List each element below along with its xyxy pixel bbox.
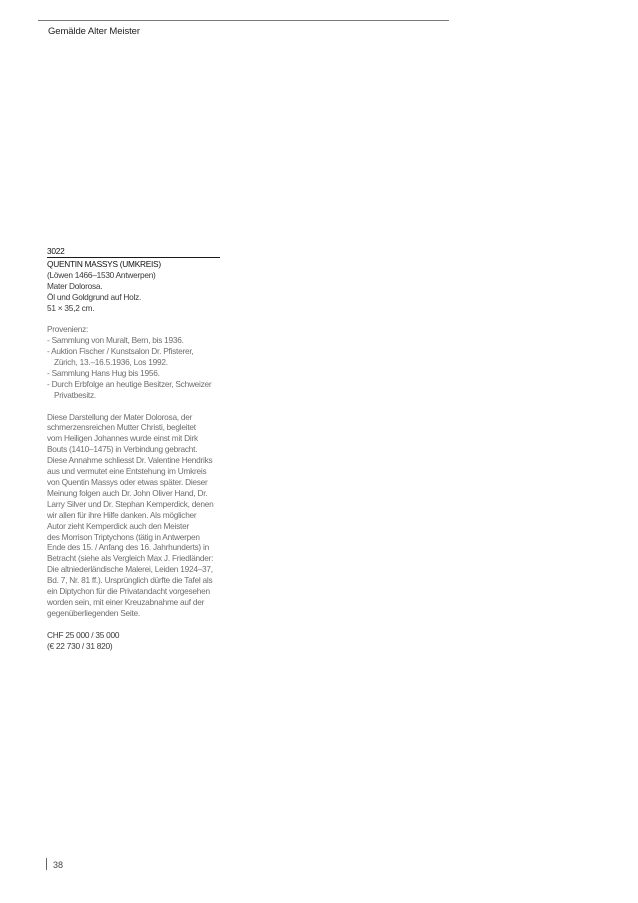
provenance-line: - Sammlung Hans Hug bis 1956. <box>47 367 160 378</box>
description-line: Diese Darstellung der Mater Dolorosa, der <box>47 411 193 422</box>
description-line: wir allen für ihre Hilfe danken. Als möglicher <box>47 509 197 520</box>
description-section <box>47 412 247 619</box>
provenance-line: Privatbesitz. <box>54 389 96 400</box>
section-header: Gemälde Alter Meister <box>48 26 140 37</box>
description-line: Bd. 7, Nr. 81 ff.). Ursprünglich dürfte die Tafel als <box>47 575 213 586</box>
lot-number: 3022 <box>47 246 65 256</box>
provenance-heading: Provenienz: <box>47 324 89 335</box>
description-line: vom Heiligen Johannes wurde einst mit Dirk <box>47 433 198 444</box>
provenance-section <box>47 324 247 400</box>
top-rule <box>38 20 449 21</box>
description-line: schmerzensreichen Mutter Christi, begleitet <box>47 422 196 433</box>
description-line: von Quentin Massys oder etwas später. Dieser <box>47 477 208 487</box>
provenance-line: - Sammlung von Muralt, Bern, bis 1936. <box>47 335 184 346</box>
description-line: gegenüberliegenden Seite. <box>47 607 140 618</box>
provenance-line: - Durch Erbfolge an heutige Besitzer, Schweizer <box>47 378 212 389</box>
description-line: aus und vermutet eine Entstehung im Umkreis <box>47 466 207 477</box>
artwork-dimensions: 51 × 35,2 cm. <box>47 302 95 313</box>
page-number-text: 38 <box>53 860 64 870</box>
description-line: Autor zieht Kemperdick auch den Meister <box>47 520 189 531</box>
description-line: ein Diptychon für die Privatandacht vorgesehen <box>47 586 210 597</box>
description-line: Ende des 15. / Anfang des 16. Jahrhunderts) in <box>47 542 209 553</box>
estimate-eur: (€ 22 730 / 31 820) <box>47 640 113 651</box>
lot-entry <box>47 246 247 651</box>
provenance-line: - Auktion Fischer / Kunstsalon Dr. Pfisterer, <box>47 346 194 357</box>
description-line: Die altniederländische Malerei, Leiden 1924–37, <box>47 564 213 575</box>
artist-dates: (Löwen 1466–1530 Antwerpen) <box>47 269 156 280</box>
artwork-medium: Öl und Goldgrund auf Holz. <box>47 291 142 302</box>
estimate-chf: CHF 25 000 / 35 000 <box>47 629 120 640</box>
lot-divider <box>47 257 220 258</box>
description-line: Larry Silver und Dr. Stephan Kemperdick, denen <box>47 498 214 509</box>
description-line: Diese Annahme schliesst Dr. Valentine Hendriks <box>47 455 213 466</box>
page-number <box>47 860 63 870</box>
description-line: worden sein, mit einer Kreuzabnahme auf der <box>47 596 205 607</box>
provenance-line: Zürich, 13.–16.5.1936, Los 1992. <box>54 357 168 368</box>
description-line: Meinung folgen auch Dr. John Oliver Hand, Dr. <box>47 487 208 498</box>
artist-name: QUENTIN MASSYS (UMKREIS) <box>47 258 161 269</box>
description-line: Betracht (siehe als Vergleich Max J. Friedländer: <box>47 553 214 564</box>
artwork-title: Mater Dolorosa. <box>47 280 103 291</box>
description-line: des Morrison Triptychons (tätig in Antwerpen <box>47 531 200 542</box>
description-line: Bouts (1410–1475) in Verbindung gebracht. <box>47 444 198 455</box>
